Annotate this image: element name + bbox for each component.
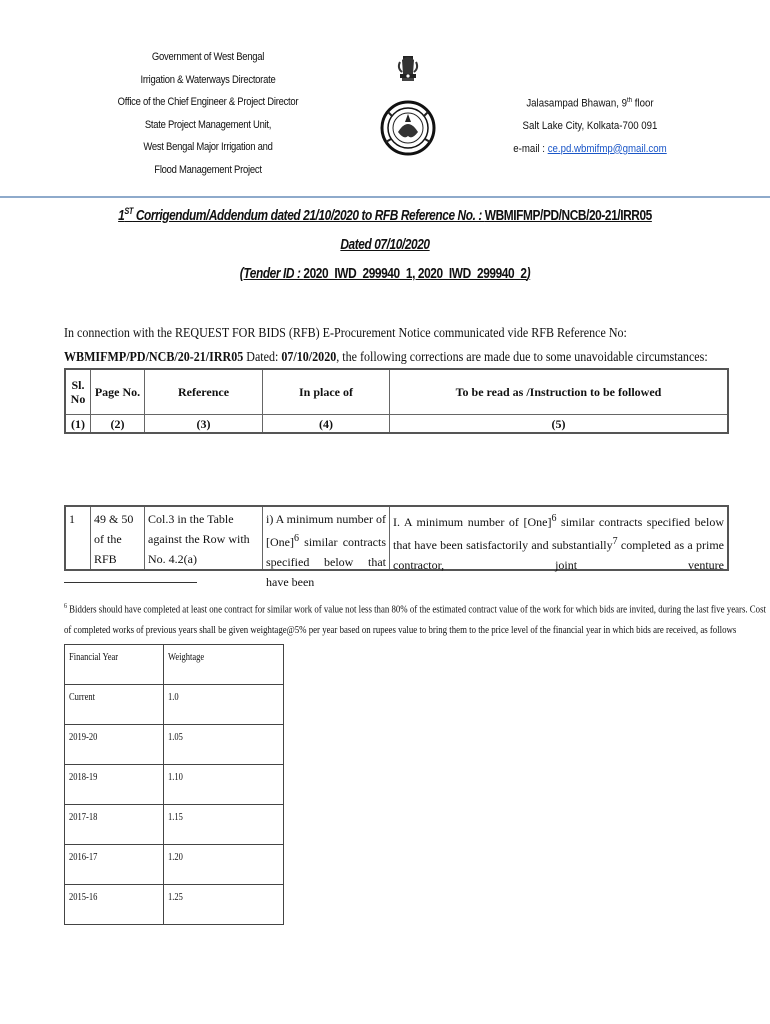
office-line: Flood Management Project bbox=[154, 163, 262, 176]
office-address-block bbox=[98, 46, 318, 181]
col-number: (1) bbox=[65, 415, 91, 434]
office-line: Office of the Chief Engineer & Project Director bbox=[117, 96, 299, 108]
city-line: Salt Lake City, Kolkata-700 091 bbox=[522, 120, 658, 133]
corrigendum-table-header bbox=[64, 368, 729, 434]
col-number: (5) bbox=[390, 415, 729, 434]
col-number: (2) bbox=[91, 415, 145, 434]
cell-read-as: I. A minimum number of [One]$^6$ similar contracts specified below that have been satisfactorily and substantially$^7$ completed as a prime contractor, joint venture bbox=[390, 506, 729, 570]
cell-in-place-of: i) A minimum number of [One]$^6$ similar contracts specified below that have been bbox=[263, 506, 390, 570]
table-row bbox=[65, 765, 284, 805]
contact-block bbox=[484, 90, 695, 160]
office-line: West Bengal Major Irrigation and bbox=[143, 141, 273, 153]
cell-year: 2017-18 bbox=[65, 805, 164, 845]
col-header-read-as: To be read as /Instruction to be followed bbox=[390, 369, 729, 415]
table-row bbox=[65, 685, 284, 725]
table-header-row bbox=[65, 645, 284, 685]
header-divider bbox=[0, 196, 770, 198]
cell-reference: Col.3 in the Table against the Row with No. 4.2(a) bbox=[145, 506, 263, 570]
cell-weightage: 1.0 bbox=[164, 685, 284, 725]
col-header-reference: Reference bbox=[145, 369, 263, 415]
corrigendum-table-body bbox=[64, 505, 729, 589]
footnote-line: of completed works of previous years shall be given weightage@5% per year based on rupees value to bring them to the price level of the financial year in which bids are received, as follows bbox=[64, 624, 737, 636]
cell-year: 2019-20 bbox=[65, 725, 164, 765]
tender-id-line: (Tender ID : 2020_IWD_299940_1, 2020_IWD_299940_2) bbox=[239, 266, 531, 282]
cell-weightage: 1.25 bbox=[164, 885, 284, 925]
corrigendum-date: Dated 07/10/2020 bbox=[340, 237, 430, 253]
cell-year: Current bbox=[65, 685, 164, 725]
col-number: (4) bbox=[263, 415, 390, 434]
col-header-sl: Sl. No bbox=[65, 369, 91, 415]
col-number: (3) bbox=[145, 415, 263, 434]
email-link[interactable]: ce.pd.wbmifmp@gmail.com bbox=[547, 142, 667, 155]
corrigendum-title: 1ST Corrigendum/Addendum dated 21/10/2020 to RFB Reference No. : WBMIFMP/PD/NCB/20-21/IRR05 bbox=[118, 206, 652, 224]
cell-weightage: 1.05 bbox=[164, 725, 284, 765]
intro-paragraph bbox=[64, 322, 708, 370]
col-header-weightage: Weightage bbox=[164, 645, 284, 685]
footnote-line: $^6$ Bidders should have completed at least one contract for similar work of value not less than 80% of the estimated contract value of the work for which bids are invited, during the last five years. Cost bbox=[64, 602, 766, 616]
weightage-table bbox=[64, 644, 284, 925]
table-row bbox=[65, 805, 284, 845]
office-line: State Project Management Unit, bbox=[144, 118, 272, 131]
state-emblem-icon bbox=[378, 52, 438, 172]
table-number-row bbox=[65, 415, 728, 434]
intro-line: In connection with the REQUEST FOR BIDS (RFB) E-Procurement Notice communicated vide RFB Reference No: bbox=[64, 326, 627, 341]
office-line: Government of West Bengal bbox=[151, 51, 265, 63]
table-row bbox=[65, 506, 728, 570]
table-row bbox=[65, 725, 284, 765]
cell-year: 2018-19 bbox=[65, 765, 164, 805]
col-header-page: Page No. bbox=[91, 369, 145, 415]
footnote bbox=[64, 596, 766, 641]
col-header-in-place-of: In place of bbox=[263, 369, 390, 415]
address-line: Jalasampad Bhawan, 9th floor bbox=[526, 97, 654, 110]
table-row bbox=[65, 885, 284, 925]
col-header-financial-year: Financial Year bbox=[65, 645, 164, 685]
cell-weightage: 1.10 bbox=[164, 765, 284, 805]
cell-year: 2016-17 bbox=[65, 845, 164, 885]
intro-line: WBMIFMP/PD/NCB/20-21/IRR05 Dated: 07/10/2020, the following corrections are made due to some unavoidable circumstances: bbox=[64, 350, 708, 365]
office-line: Irrigation & Waterways Directorate bbox=[140, 73, 276, 86]
email-line: e-mail : ce.pd.wbmifmp@gmail.com bbox=[513, 142, 667, 155]
cell-weightage: 1.15 bbox=[164, 805, 284, 845]
table-row bbox=[65, 845, 284, 885]
cell-weightage: 1.20 bbox=[164, 845, 284, 885]
cell-sl: 1 bbox=[65, 506, 91, 570]
footnote-separator bbox=[64, 582, 197, 583]
cell-year: 2015-16 bbox=[65, 885, 164, 925]
cell-page: 49 & 50 of the RFB bbox=[91, 506, 145, 570]
table-header-row bbox=[65, 369, 728, 415]
